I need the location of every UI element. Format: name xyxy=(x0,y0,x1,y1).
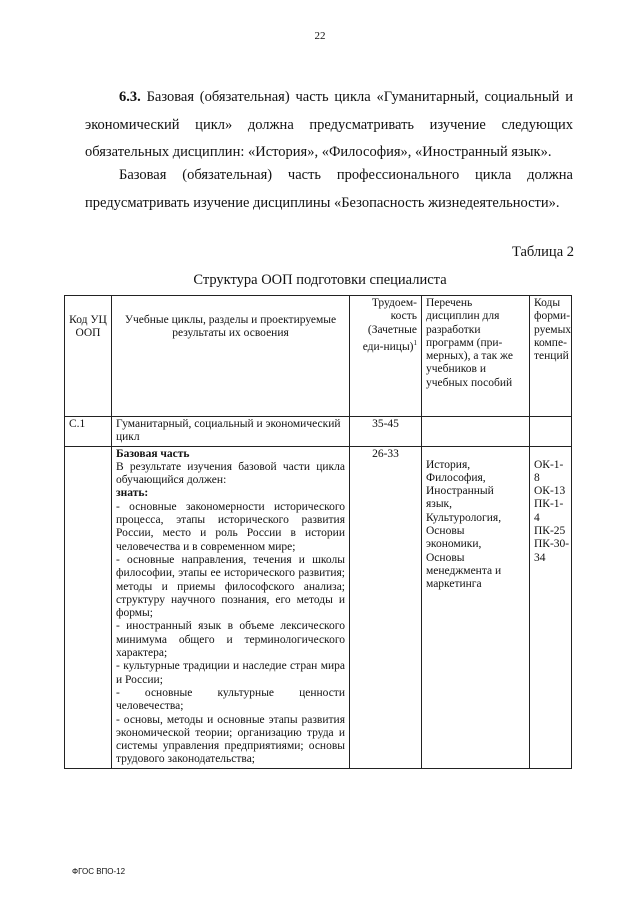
table-row-base-part xyxy=(65,446,572,768)
discipline-line: История, xyxy=(426,458,471,471)
paragraph-professional-cycle: Базовая (обязательная) часть профессионального цикла должна предусматривать изучение дисциплины «Безопасность жизнедеятельности». xyxy=(85,167,573,211)
header-competencies: Коды форми-руемых компе-тенций xyxy=(530,296,572,417)
knowledge-item: - основные закономерности исторического процесса, этапы исторического развития России, место и роль России в истории человечества и в современном мире; xyxy=(116,500,345,553)
oop-structure-table xyxy=(64,295,572,769)
discipline-line: Культурология, xyxy=(426,511,502,524)
base-part-labor: 26-33 xyxy=(350,446,422,768)
table-title: Структура ООП подготовки специалиста xyxy=(193,272,447,288)
table-header-row xyxy=(65,296,572,417)
header-code: Код УЦ ООП xyxy=(65,296,112,417)
row-labor: 35-45 xyxy=(350,417,422,447)
competency-code: ПК-25 xyxy=(534,525,566,538)
paragraph-number: 6.3. xyxy=(119,89,141,105)
discipline-line: экономики, xyxy=(426,538,482,551)
row-code: С.1 xyxy=(65,417,112,447)
discipline-line: менеджмента и xyxy=(426,564,502,577)
header-labor-text: Трудоем-кость (Зачетные еди-ницы) xyxy=(362,297,417,353)
row-competencies-empty xyxy=(530,417,572,447)
header-disciplines: Перечень дисциплин для разработки программ (при-мерных), а так же учебников и учебных пособий xyxy=(422,296,530,417)
header-cycles: Учебные циклы, разделы и проектируемые результаты их освоения xyxy=(112,296,350,417)
header-labor-footnote: 1 xyxy=(413,338,417,347)
base-part-content xyxy=(112,446,350,768)
discipline-line: Философия, xyxy=(426,471,486,484)
base-part-title: Базовая часть xyxy=(116,447,190,460)
table-row-c1 xyxy=(65,417,572,447)
competency-code: ПК-1-4 xyxy=(534,498,564,524)
footer-doc-code: ФГОС ВПО-12 xyxy=(72,867,126,876)
competencies-list xyxy=(530,446,572,768)
header-labor xyxy=(350,296,422,417)
competency-code: ОК-1-8 xyxy=(534,458,564,484)
table-label: Таблица 2 xyxy=(511,244,574,260)
row-title: Гуманитарный, социальный и экономический цикл xyxy=(112,417,350,447)
page-number: 22 xyxy=(314,30,326,42)
knowledge-item: - основные направления, течения и школы философии, этапы ее исторического развития; методы и приемы философского анализа; структуру научного познания, его методы и формы; xyxy=(116,553,345,620)
knowledge-item: - иностранный язык в объеме лексического минимума общего и терминологического характера; xyxy=(116,620,345,660)
discipline-line: Иностранный xyxy=(426,485,494,498)
paragraph-text: Базовая (обязательная) часть цикла «Гуманитарный, социальный и экономический цикл» должна предусматривать изучение следующих обязательных дисциплин: «История», «Философия», «Иностранный язык». xyxy=(85,89,574,160)
row-code-empty xyxy=(65,446,112,768)
knowledge-item: - основы, методы и основные этапы развития экономической теории; организацию труда и системы управления предприятиями; основы трудового законодательства; xyxy=(116,713,345,766)
competency-code: ПК-30-34 xyxy=(534,538,570,564)
paragraph-6-3 xyxy=(85,84,573,167)
competency-code: ОК-13 xyxy=(534,485,566,498)
disciplines-list xyxy=(422,446,530,768)
row-disciplines-empty xyxy=(422,417,530,447)
discipline-line: язык, xyxy=(426,498,453,511)
knowledge-item: - основные культурные ценности человечества; xyxy=(116,686,345,713)
discipline-line: Основы xyxy=(426,551,465,564)
discipline-line: маркетинга xyxy=(426,578,482,591)
base-part-intro: В результате изучения базовой части цикла обучающийся должен: xyxy=(116,460,345,487)
discipline-line: Основы xyxy=(426,525,465,538)
know-label: знать: xyxy=(116,487,149,500)
knowledge-item: - культурные традиции и наследие стран мира и России; xyxy=(116,660,345,686)
